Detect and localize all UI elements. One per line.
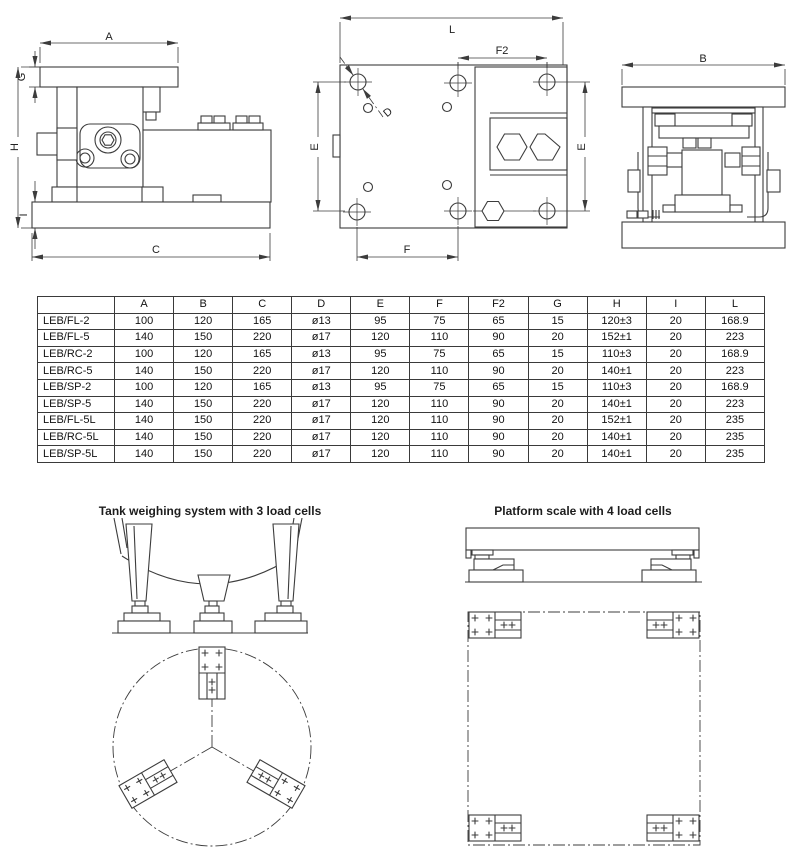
dim-label-e-right: E (576, 143, 588, 151)
model-cell: LEB/FL-5 (38, 330, 115, 347)
load-cell-marker (247, 760, 305, 809)
value-cell: 90 (469, 396, 528, 413)
value-cell: 90 (469, 363, 528, 380)
dim-label-d: D (381, 105, 395, 120)
dim-label-f2: F2 (495, 45, 509, 57)
load-cell-marker (469, 612, 521, 638)
value-cell: ø17 (292, 396, 351, 413)
load-cell-marker (469, 815, 521, 841)
value-cell: 65 (469, 346, 528, 363)
value-cell: 100 (115, 379, 174, 396)
value-cell: 15 (528, 379, 587, 396)
column-header: I (646, 297, 705, 314)
value-cell: 140±1 (587, 446, 646, 463)
value-cell: 150 (174, 429, 233, 446)
model-cell: LEB/RC-5L (38, 429, 115, 446)
value-cell: 95 (351, 313, 410, 330)
value-cell: 223 (705, 330, 764, 347)
column-header: E (351, 297, 410, 314)
value-cell: 120 (351, 330, 410, 347)
value-cell: 95 (351, 346, 410, 363)
column-header: L (705, 297, 764, 314)
value-cell: ø13 (292, 379, 351, 396)
value-cell: 223 (705, 363, 764, 380)
table-row (38, 363, 765, 380)
model-cell: LEB/FL-2 (38, 313, 115, 330)
load-cell-marker (119, 760, 177, 809)
model-cell: LEB/FL-5L (38, 413, 115, 430)
value-cell: ø17 (292, 429, 351, 446)
value-cell: 110±3 (587, 346, 646, 363)
model-cell: LEB/SP-2 (38, 379, 115, 396)
value-cell: 110 (410, 363, 469, 380)
dim-label-e-left: E (309, 143, 321, 151)
model-cell: LEB/RC-5 (38, 363, 115, 380)
table-head-row (38, 297, 765, 314)
value-cell: 120±3 (587, 313, 646, 330)
load-cell-marker (647, 612, 699, 638)
value-cell: 220 (233, 330, 292, 347)
value-cell: 20 (646, 313, 705, 330)
value-cell: 75 (410, 346, 469, 363)
value-cell: 150 (174, 396, 233, 413)
load-cell-marker (199, 647, 225, 699)
model-cell: LEB/SP-5 (38, 396, 115, 413)
value-cell: 120 (351, 396, 410, 413)
front-view-drawing (615, 52, 795, 252)
dim-label-g: G (16, 72, 28, 82)
value-cell: 220 (233, 413, 292, 430)
table-row (38, 446, 765, 463)
value-cell: 150 (174, 363, 233, 380)
top-view-drawing (308, 5, 600, 275)
value-cell: 20 (528, 363, 587, 380)
value-cell: 168.9 (705, 346, 764, 363)
value-cell: ø17 (292, 363, 351, 380)
value-cell: 20 (528, 446, 587, 463)
value-cell: 110 (410, 413, 469, 430)
column-header: H (587, 297, 646, 314)
platform-top-view (466, 603, 702, 851)
value-cell: 235 (705, 413, 764, 430)
value-cell: 165 (233, 379, 292, 396)
platform-side-view (465, 524, 705, 586)
dim-label-b: B (699, 53, 707, 65)
value-cell: 140 (115, 363, 174, 380)
column-header: A (115, 297, 174, 314)
value-cell: 220 (233, 363, 292, 380)
value-cell: 150 (174, 330, 233, 347)
value-cell: 75 (410, 313, 469, 330)
value-cell: 120 (174, 313, 233, 330)
dim-label-h: H (9, 143, 21, 151)
table-row (38, 379, 765, 396)
platform-figure-title: Platform scale with 4 load cells (494, 504, 672, 518)
value-cell: 168.9 (705, 379, 764, 396)
dim-label-l: L (448, 24, 456, 36)
column-header: F (410, 297, 469, 314)
value-cell: ø17 (292, 413, 351, 430)
dim-label-c: C (152, 244, 160, 256)
column-header: B (174, 297, 233, 314)
value-cell: 65 (469, 379, 528, 396)
value-cell: 90 (469, 413, 528, 430)
value-cell: 90 (469, 330, 528, 347)
value-cell: 220 (233, 446, 292, 463)
model-cell: LEB/RC-2 (38, 346, 115, 363)
dim-label-i: I (18, 213, 30, 217)
value-cell: 20 (646, 446, 705, 463)
value-cell: 100 (115, 346, 174, 363)
value-cell: 223 (705, 396, 764, 413)
table-row (38, 429, 765, 446)
side-view-drawing (8, 30, 290, 265)
value-cell: 110 (410, 330, 469, 347)
value-cell: 140 (115, 446, 174, 463)
table-row (38, 413, 765, 430)
value-cell: 65 (469, 313, 528, 330)
value-cell: 152±1 (587, 330, 646, 347)
tank-side-view (110, 518, 315, 645)
value-cell: 120 (174, 346, 233, 363)
value-cell: 220 (233, 429, 292, 446)
value-cell: 20 (646, 379, 705, 396)
table-row (38, 330, 765, 347)
value-cell: 165 (233, 313, 292, 330)
value-cell: 140 (115, 413, 174, 430)
value-cell: ø13 (292, 346, 351, 363)
value-cell: 20 (646, 396, 705, 413)
value-cell: 120 (351, 413, 410, 430)
value-cell: 110 (410, 446, 469, 463)
value-cell: 140 (115, 330, 174, 347)
dim-label-a: A (105, 31, 113, 43)
value-cell: 20 (646, 330, 705, 347)
value-cell: 110±3 (587, 379, 646, 396)
value-cell: 90 (469, 429, 528, 446)
model-column-header (38, 297, 115, 314)
tank-top-view (107, 641, 317, 853)
value-cell: 110 (410, 396, 469, 413)
value-cell: ø13 (292, 313, 351, 330)
value-cell: 20 (646, 363, 705, 380)
value-cell: 15 (528, 346, 587, 363)
table-body (38, 313, 765, 462)
value-cell: 20 (528, 429, 587, 446)
column-header: G (528, 297, 587, 314)
value-cell: 90 (469, 446, 528, 463)
value-cell: 100 (115, 313, 174, 330)
tank-figure-title: Tank weighing system with 3 load cells (98, 504, 322, 518)
value-cell: 20 (528, 330, 587, 347)
column-header: F2 (469, 297, 528, 314)
dim-label-f: F (403, 244, 411, 256)
column-header: C (233, 297, 292, 314)
value-cell: ø17 (292, 330, 351, 347)
value-cell: 150 (174, 413, 233, 430)
dimension-table (37, 296, 765, 463)
value-cell: 140±1 (587, 396, 646, 413)
value-cell: 20 (646, 346, 705, 363)
value-cell: 140 (115, 429, 174, 446)
table-row (38, 396, 765, 413)
value-cell: 120 (351, 429, 410, 446)
value-cell: 150 (174, 446, 233, 463)
value-cell: 152±1 (587, 413, 646, 430)
value-cell: 110 (410, 429, 469, 446)
value-cell: 20 (528, 396, 587, 413)
value-cell: 168.9 (705, 313, 764, 330)
value-cell: 220 (233, 396, 292, 413)
value-cell: 140±1 (587, 363, 646, 380)
value-cell: 120 (351, 363, 410, 380)
value-cell: 235 (705, 429, 764, 446)
table-row (38, 313, 765, 330)
value-cell: 95 (351, 379, 410, 396)
value-cell: 75 (410, 379, 469, 396)
value-cell: 20 (646, 429, 705, 446)
value-cell: 20 (528, 413, 587, 430)
value-cell: 140±1 (587, 429, 646, 446)
value-cell: 235 (705, 446, 764, 463)
value-cell: ø17 (292, 446, 351, 463)
value-cell: 165 (233, 346, 292, 363)
value-cell: 140 (115, 396, 174, 413)
value-cell: 20 (646, 413, 705, 430)
value-cell: 120 (351, 446, 410, 463)
model-cell: LEB/SP-5L (38, 446, 115, 463)
column-header: D (292, 297, 351, 314)
load-cell-marker (647, 815, 699, 841)
table-row (38, 346, 765, 363)
value-cell: 120 (174, 379, 233, 396)
value-cell: 15 (528, 313, 587, 330)
